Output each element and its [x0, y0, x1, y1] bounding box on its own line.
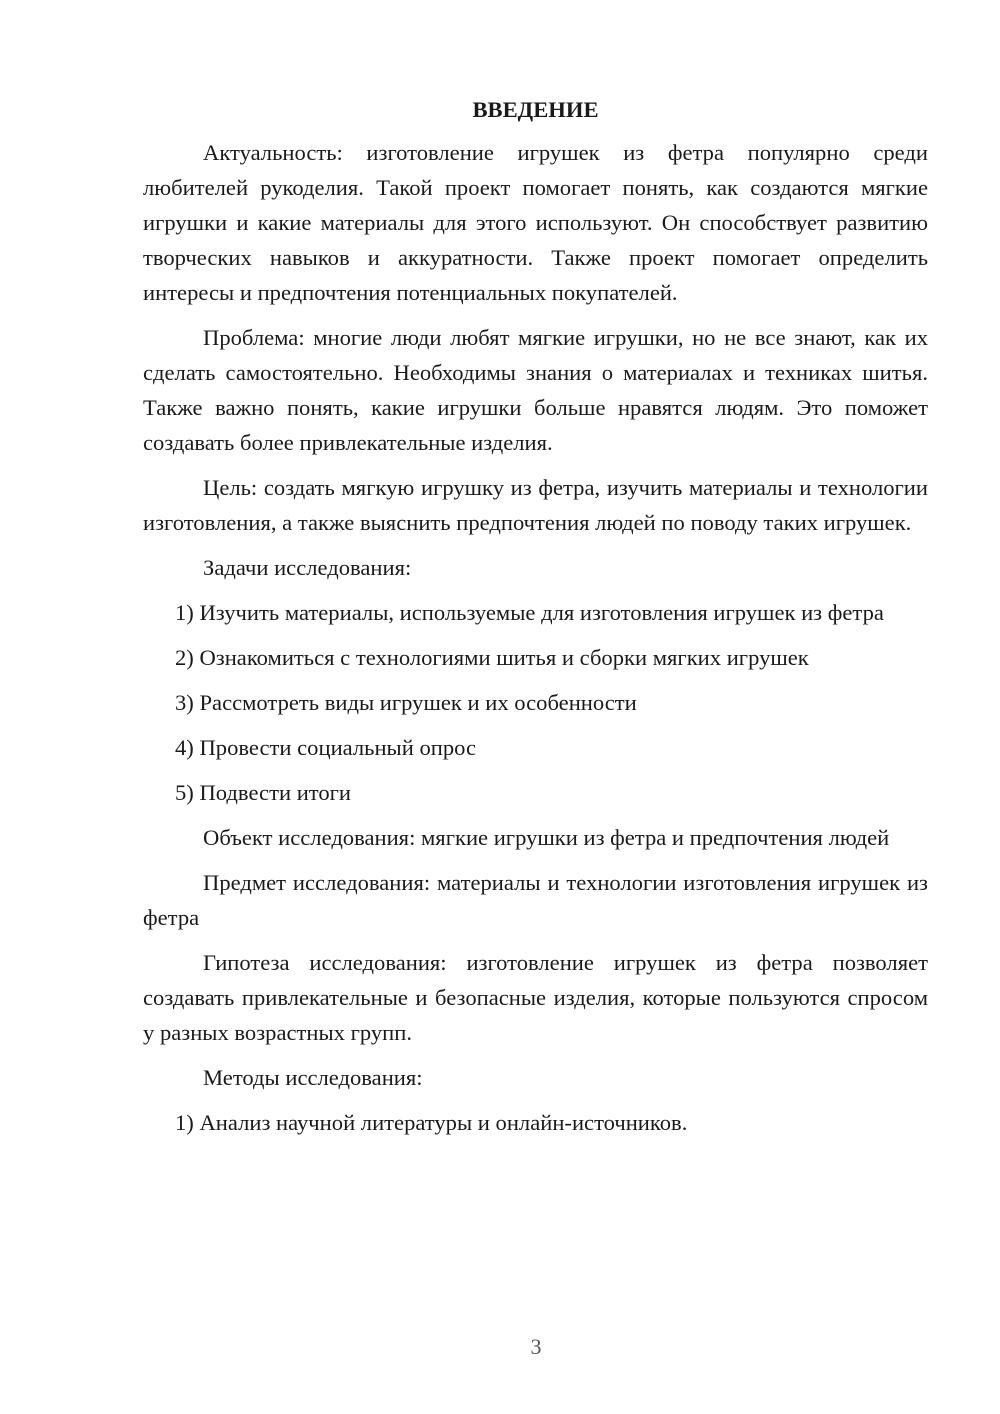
object-paragraph: Объект исследования: мягкие игрушки из фетра и предпочтения людей: [203, 825, 890, 850]
subject-paragraph: Предмет исследования: материалы и технологии изготовления игрушек из фетра: [143, 870, 928, 930]
tasks-heading: Задачи исследования:: [203, 555, 412, 580]
page-title: ВВЕДЕНИЕ: [472, 97, 599, 122]
methods-heading: Методы исследования:: [203, 1065, 423, 1090]
task-item-2: 2) Ознакомиться с технологиями шитья и сборки мягких игрушек: [175, 645, 809, 670]
task-item-3: 3) Рассмотреть виды игрушек и их особенности: [175, 690, 637, 715]
method-item-1: 1) Анализ научной литературы и онлайн-источников.: [175, 1110, 688, 1135]
task-item-1: 1) Изучить материалы, используемые для изготовления игрушек из фетра: [175, 600, 884, 625]
hypothesis-paragraph: Гипотеза исследования: изготовление игрушек из фетра позволяет создавать привлекательные и безопасные изделия, которые пользуются спросом у разных возрастных групп.: [143, 950, 928, 1045]
task-item-4: 4) Провести социальный опрос: [175, 735, 477, 760]
relevance-paragraph: Актуальность: изготовление игрушек из фетра популярно среди любителей рукоделия. Такой проект помогает понять, как создаются мягкие игрушки и какие материалы для этого используют. Он способствует развитию творческих навыков и аккуратности. Также проект помогает определить интересы и предпочтения потенциальных покупателей.: [143, 140, 928, 305]
goal-paragraph: Цель: создать мягкую игрушку из фетра, изучить материалы и технологии изготовления, а также выяснить предпочтения людей по поводу таких игрушек.: [143, 475, 928, 535]
page-number: 3: [530, 1334, 542, 1359]
problem-paragraph: Проблема: многие люди любят мягкие игрушки, но не все знают, как их сделать самостоятельно. Необходимы знания о материалах и техниках шитья. Также важно понять, какие игрушки больше нравятся людям. Это поможет создавать более привлекательные изделия.: [143, 325, 928, 455]
document-page: [143, 92, 928, 1150]
task-item-5: 5) Подвести итоги: [175, 780, 352, 805]
